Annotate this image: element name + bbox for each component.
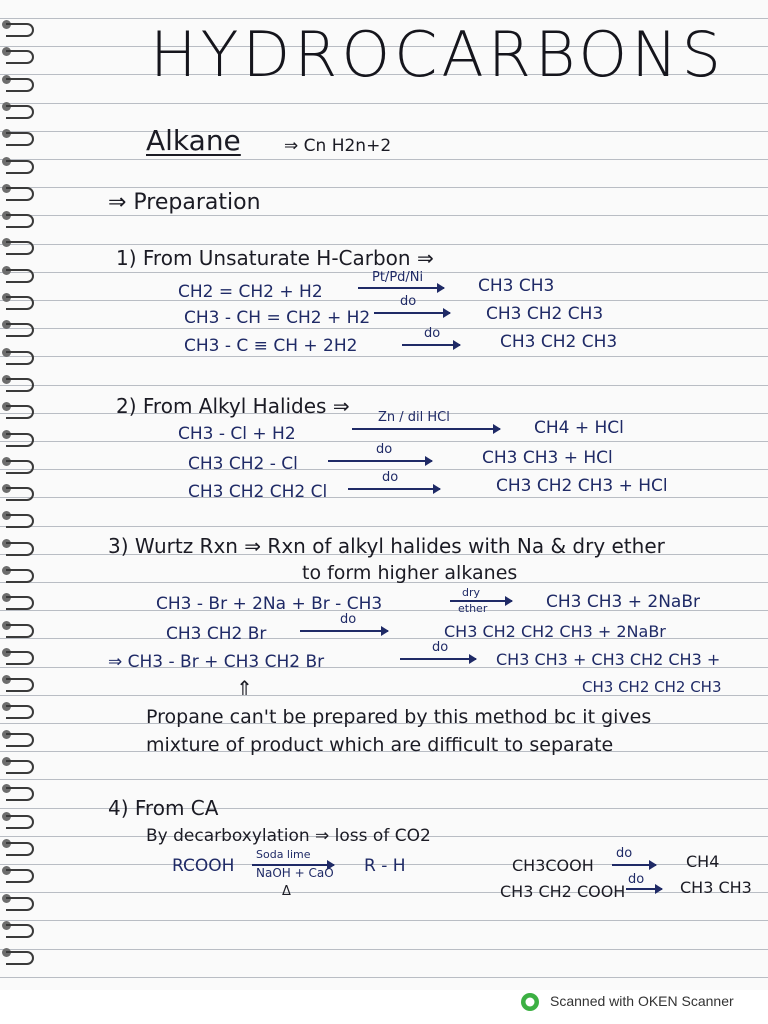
ruled-line xyxy=(0,215,768,216)
s4-do-1: do xyxy=(616,846,633,861)
binding-ring xyxy=(6,160,34,174)
section1-catalyst: Pt/Pd/Ni xyxy=(372,270,424,285)
s3-row3-rhs: CH3 CH3 + CH3 CH2 CH3 + xyxy=(496,650,721,669)
binding-ring xyxy=(6,733,34,747)
ruled-line xyxy=(0,949,768,950)
binding-ring xyxy=(6,132,34,146)
s2-row2-rhs: CH3 CH3 + HCl xyxy=(482,448,613,468)
s1-row1-rhs: CH3 CH3 xyxy=(478,276,555,296)
binding-ring xyxy=(6,924,34,938)
binding-ring xyxy=(6,869,34,883)
binding-ring xyxy=(6,542,34,556)
binding-ring xyxy=(6,23,34,37)
s3-note-1: Propane can't be prepared by this method bc it gives xyxy=(146,706,652,728)
reaction-arrow xyxy=(374,312,450,314)
section2-heading: 2) From Alkyl Halides ⇒ xyxy=(116,394,350,418)
s4-ex2-lhs: CH3 CH2 COOH xyxy=(500,882,626,901)
reaction-arrow xyxy=(300,630,388,632)
spiral-binding xyxy=(0,0,40,990)
s1-do-2: do xyxy=(424,326,441,341)
s4-do-2: do xyxy=(628,872,645,887)
s3-row3-lhs: ⇒ CH3 - Br + CH3 CH2 Br xyxy=(108,652,325,672)
binding-ring xyxy=(6,241,34,255)
binding-ring xyxy=(6,624,34,638)
page-title: HYDROCARBONS xyxy=(150,18,725,91)
s1-row3-lhs: CH3 - C ≡ CH + 2H2 xyxy=(184,336,358,356)
reaction-arrow xyxy=(358,287,444,289)
ruled-line xyxy=(0,131,768,132)
binding-ring xyxy=(6,460,34,474)
s3-reagent-bottom: ether xyxy=(458,602,488,615)
binding-ring xyxy=(6,842,34,856)
reaction-arrow xyxy=(612,864,656,866)
section2-reagent: Zn / dil HCl xyxy=(378,410,450,425)
s2-row3-rhs: CH3 CH2 CH3 + HCl xyxy=(496,476,668,496)
binding-ring xyxy=(6,296,34,310)
s3-note-2: mixture of product which are difficult to separate xyxy=(146,734,614,756)
s3-row2-lhs: CH3 CH2 Br xyxy=(166,624,267,644)
section4-heading: 4) From CA xyxy=(108,796,219,820)
binding-ring xyxy=(6,433,34,447)
binding-ring xyxy=(6,787,34,801)
ruled-line xyxy=(0,244,768,245)
ruled-line xyxy=(0,187,768,188)
s4-reagent-top: Soda lime xyxy=(256,848,311,861)
s1-row1-lhs: CH2 = CH2 + H2 xyxy=(178,282,323,302)
ruled-line xyxy=(0,328,768,329)
s2-row1-lhs: CH3 - Cl + H2 xyxy=(178,424,296,444)
binding-ring xyxy=(6,678,34,692)
binding-ring xyxy=(6,815,34,829)
s3-row1-lhs: CH3 - Br + 2Na + Br - CH3 xyxy=(156,594,383,614)
binding-ring xyxy=(6,760,34,774)
s4-ex1-lhs: CH3COOH xyxy=(512,856,594,875)
ruled-line xyxy=(0,977,768,978)
binding-ring xyxy=(6,487,34,501)
s1-do-1: do xyxy=(400,294,417,309)
reaction-arrow xyxy=(400,658,476,660)
binding-ring xyxy=(6,323,34,337)
binding-ring xyxy=(6,651,34,665)
up-arrow-icon: ⇑ xyxy=(236,676,253,700)
ruled-line xyxy=(0,497,768,498)
reaction-arrow xyxy=(348,488,440,490)
s2-do-1: do xyxy=(376,442,393,457)
ruled-line xyxy=(0,920,768,921)
s4-reactant: RCOOH xyxy=(172,856,235,876)
alkane-heading: Alkane xyxy=(146,124,241,157)
binding-ring xyxy=(6,951,34,965)
binding-ring xyxy=(6,187,34,201)
s3-row2-rhs: CH3 CH2 CH2 CH3 + 2NaBr xyxy=(444,622,666,641)
binding-ring xyxy=(6,351,34,365)
binding-ring xyxy=(6,705,34,719)
reaction-arrow xyxy=(328,460,432,462)
s4-reagent-bottom: NaOH + CaO xyxy=(256,866,334,880)
binding-ring xyxy=(6,405,34,419)
scanner-watermark: Scanned with OKEN Scanner xyxy=(550,993,734,1009)
ruled-line xyxy=(0,159,768,160)
binding-ring xyxy=(6,105,34,119)
binding-ring xyxy=(6,569,34,583)
s4-product: R - H xyxy=(364,856,406,876)
s3-do-1: do xyxy=(340,612,357,627)
ruled-line xyxy=(0,779,768,780)
s3-reagent-top: dry xyxy=(462,586,481,599)
s1-row2-rhs: CH3 CH2 CH3 xyxy=(486,304,604,324)
s1-row2-lhs: CH3 - CH = CH2 + H2 xyxy=(184,308,371,328)
s4-ex2-rhs: CH3 CH3 xyxy=(680,878,752,897)
ruled-line xyxy=(0,526,768,527)
reaction-arrow xyxy=(352,428,500,430)
binding-ring xyxy=(6,50,34,64)
section3-heading2: to form higher alkanes xyxy=(302,562,518,584)
binding-ring xyxy=(6,514,34,528)
ruled-line xyxy=(0,892,768,893)
s1-row3-rhs: CH3 CH2 CH3 xyxy=(500,332,618,352)
s2-row3-lhs: CH3 CH2 CH2 Cl xyxy=(188,482,328,502)
binding-ring xyxy=(6,378,34,392)
s2-row1-rhs: CH4 + HCl xyxy=(534,418,624,438)
s2-row2-lhs: CH3 CH2 - Cl xyxy=(188,454,298,474)
binding-ring xyxy=(6,596,34,610)
s3-row1-rhs: CH3 CH3 + 2NaBr xyxy=(546,592,700,612)
s3-row3-rhs2: CH3 CH2 CH2 CH3 xyxy=(582,678,722,696)
alkane-formula: ⇒ Cn H2n+2 xyxy=(284,136,392,156)
preparation-heading: ⇒ Preparation xyxy=(108,190,261,215)
reaction-arrow xyxy=(402,344,460,346)
s3-do-2: do xyxy=(432,640,449,655)
s4-ex1-rhs: CH4 xyxy=(686,852,720,871)
heat-symbol: Δ xyxy=(282,884,291,899)
section3-heading: 3) Wurtz Rxn ⇒ Rxn of alkyl halides with Na & dry ether xyxy=(108,534,665,558)
s2-do-2: do xyxy=(382,470,399,485)
binding-ring xyxy=(6,78,34,92)
scanner-footer xyxy=(0,990,768,1024)
binding-ring xyxy=(6,214,34,228)
ruled-line xyxy=(0,300,768,301)
binding-ring xyxy=(6,897,34,911)
reaction-arrow xyxy=(626,888,662,890)
ruled-line xyxy=(0,103,768,104)
ruled-line xyxy=(0,385,768,386)
section1-heading: 1) From Unsaturate H-Carbon ⇒ xyxy=(116,246,434,270)
binding-ring xyxy=(6,269,34,283)
oken-logo-icon xyxy=(520,992,540,1012)
s4-line1: By decarboxylation ⇒ loss of CO2 xyxy=(146,826,431,846)
ruled-line xyxy=(0,356,768,357)
